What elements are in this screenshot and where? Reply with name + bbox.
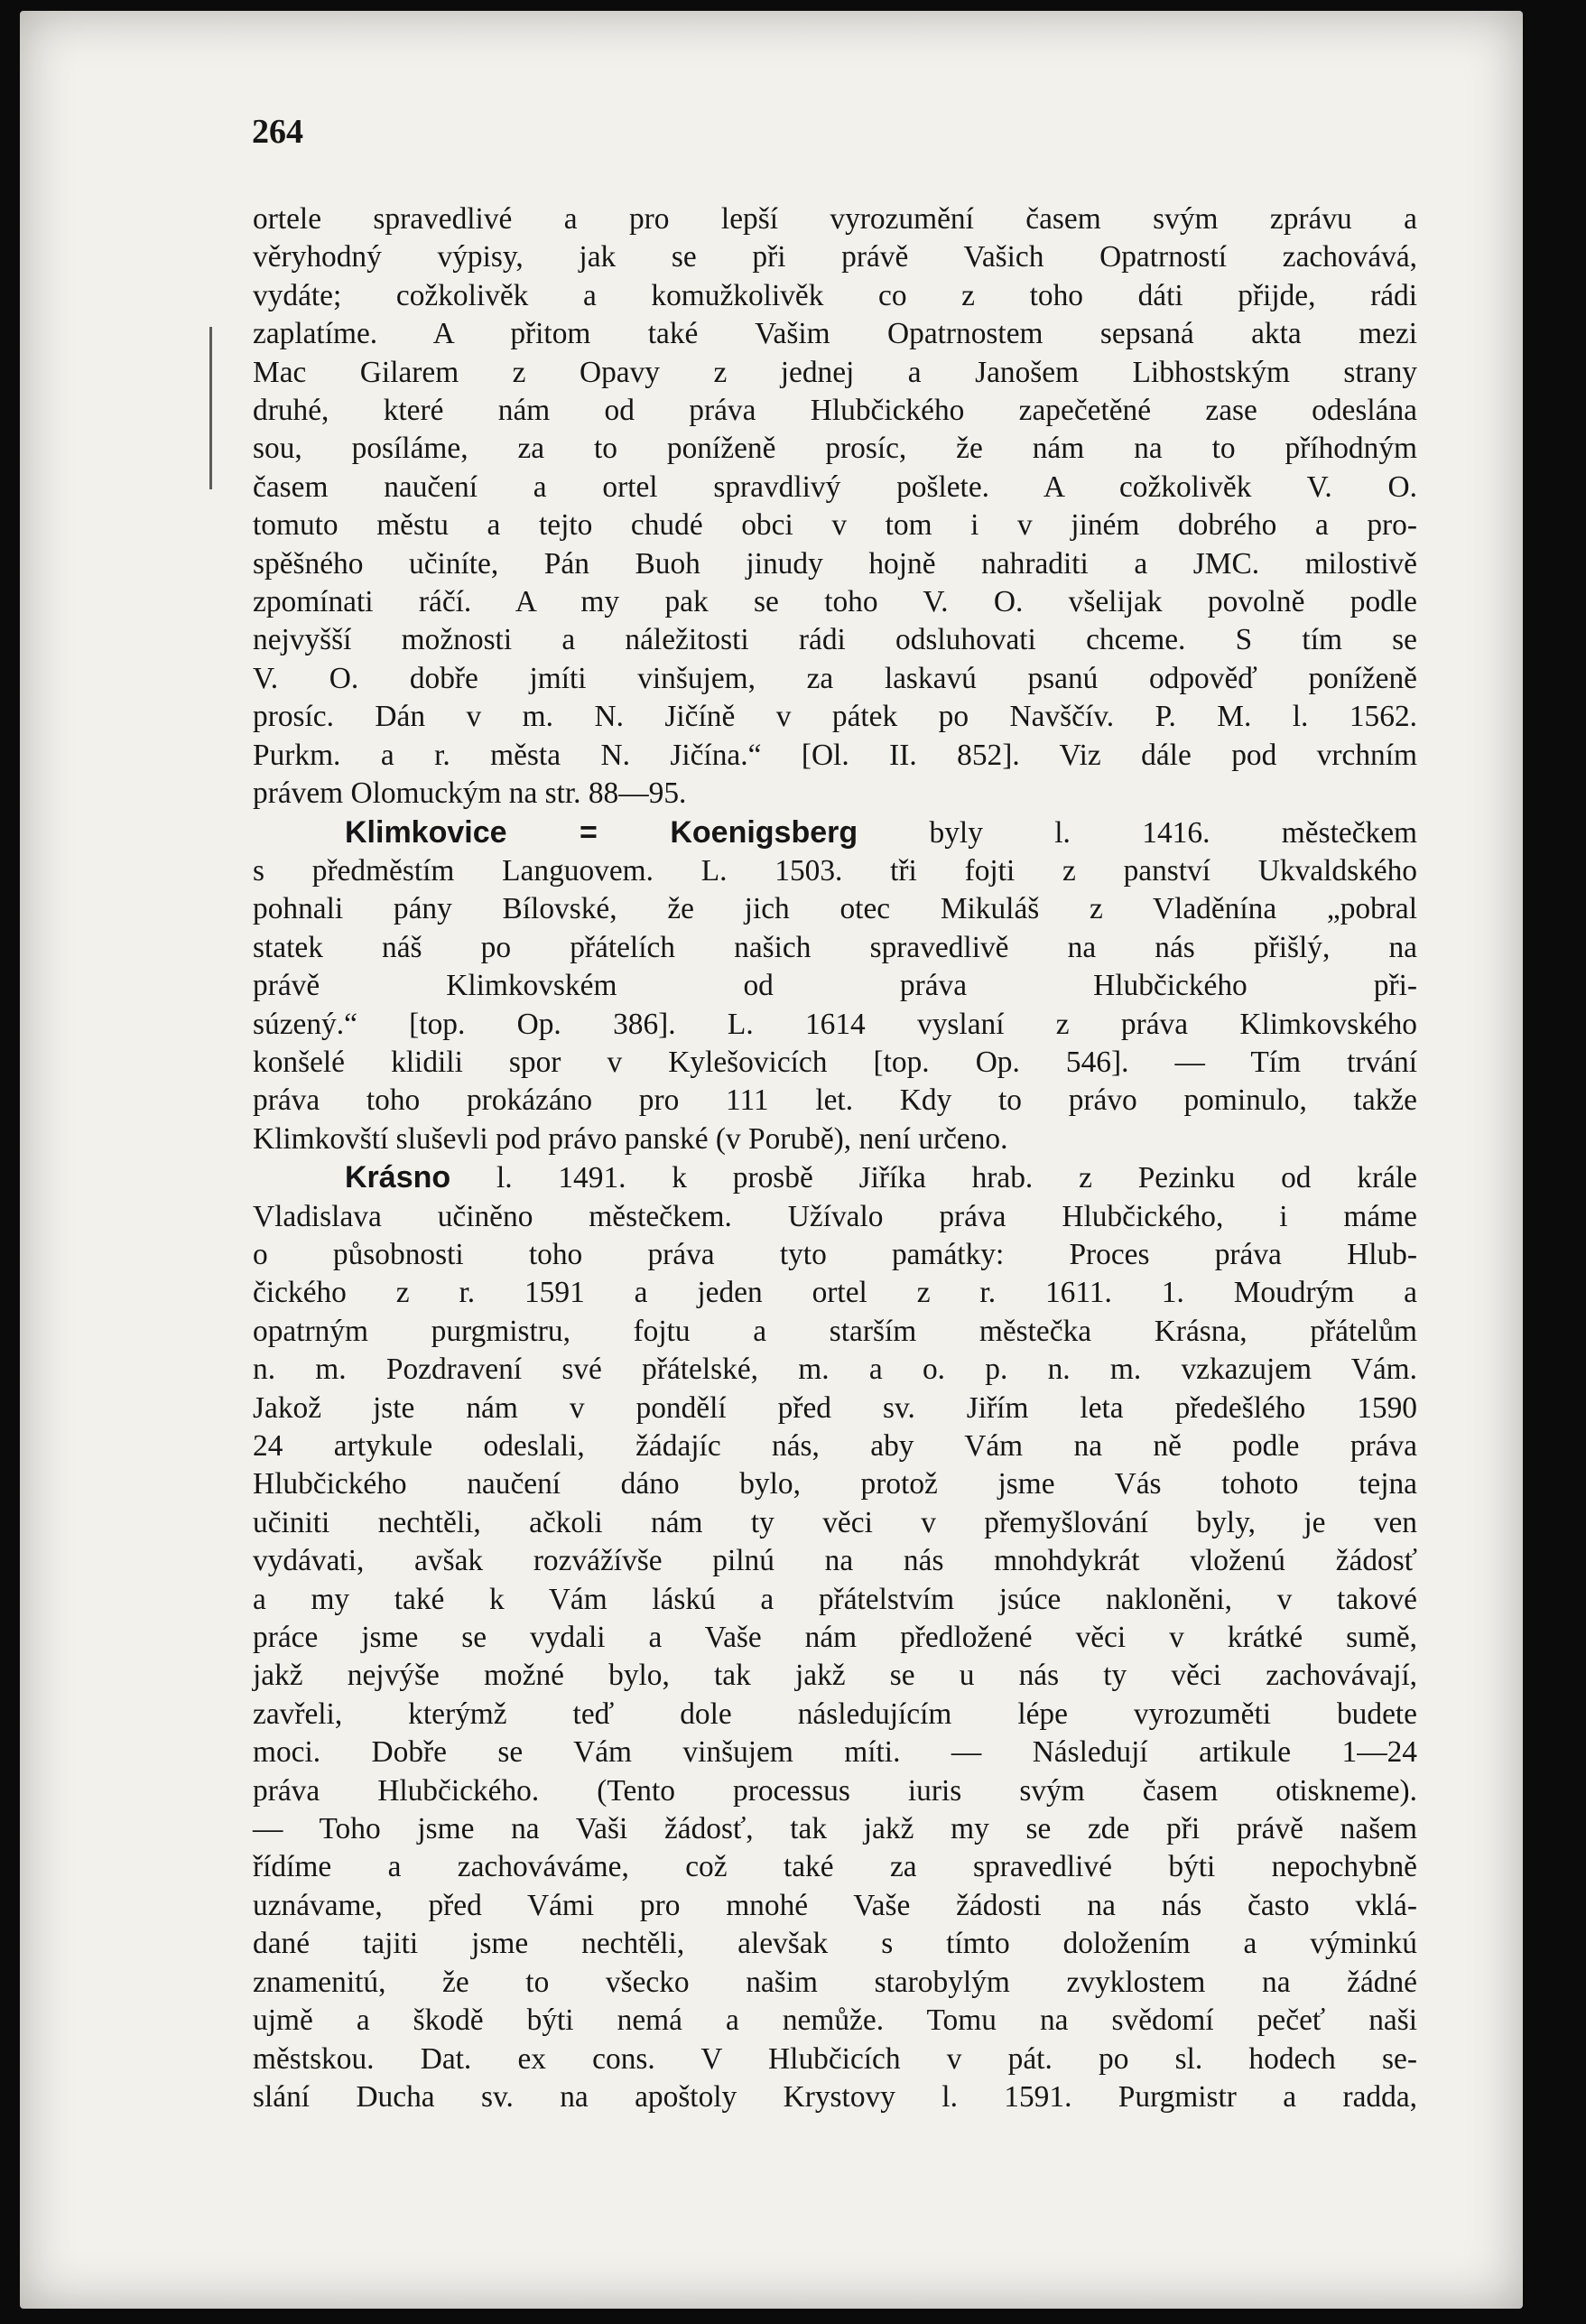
text-line: ujmě a škodě býti nemá a nemůže. Tomu na svědomí pečeť naši [253,2003,1417,2038]
text-line: Mac Gilarem z Opavy z jednej a Janošem Libhostským strany [253,355,1417,389]
text-line: tomuto městu a tejto chudé obci v tom i v jiném dobrého a pro- [253,508,1417,543]
text-line: vydávati, avšak rozvážívše pilnú na nás mnohdykrát vloženú žádosť [253,1544,1417,1578]
text-line: l. 1491. k prosbě Jiříka hrab. z Pezinku od krále [450,1161,1417,1195]
text-line: uznávame, před Vámi pro mnohé Vaše žádosti na nás často vklá- [253,1888,1417,1922]
text-line: právem Olomuckým na str. 88—95. [253,776,687,811]
text-line: Jakož jste nám v pondělí před sv. Jiřím leta předešlého 1590 [253,1390,1417,1425]
text-line: práva Hlubčického. (Tento processus iuris svým časem otiskneme). [253,1773,1417,1808]
paragraph-krasno [253,1158,1417,2116]
text-line: súzený.“ [top. Op. 386]. L. 1614 vyslaní z práva Klimkovského [253,1007,1417,1041]
text-line: pohnali pány Bílovské, že jich otec Mikuláš z Vladěnína „pobral [253,892,1417,926]
text-line: 24 artykule odeslali, žádajíc nás, aby Vám na ně podle práva [253,1429,1417,1463]
text-line: sou, posíláme, za to poníženě prosíc, že nám na to příhodným [253,432,1417,466]
page-number: 264 [252,113,303,151]
text-line: moci. Dobře se Vám vinšujem míti. — Následují artikule 1—24 [253,1735,1417,1770]
text-line: opatrným purgmistru, fojtu a starším městečka Krásna, přátelům [253,1314,1417,1348]
text-line: prosíc. Dán v m. N. Jičíně v pátek po Navščív. P. M. l. 1562. [253,700,1417,734]
text-line: znamenitú, že to všecko našim starobylým zvyklostem na žádné [253,1965,1417,1999]
text-line: Hlubčického naučení dáno bylo, protož jsme Vás tohoto tejna [253,1467,1417,1501]
text-line: zpomínati ráčí. A my pak se toho V. O. všelijak povolně podle [253,585,1417,619]
entry-heading-klimkovice: Klimkovice = Koenigsberg [345,814,858,850]
text-line-with-heading [253,1158,1417,1197]
text-line: byly l. 1416. městečkem [858,815,1417,850]
text-line: čického z r. 1591 a jeden ortel z r. 1611. 1. Moudrým a [253,1276,1417,1310]
text-line: — Toho jsme na Vaši žádosť, tak jakž my se zde při právě našem [253,1812,1417,1846]
text-line: spěšného učiníte, Pán Buoh jinudy hojně nahraditi a JMC. milostivě [253,546,1417,581]
paragraph-klimkovice [253,813,1417,1159]
text-line: práva toho prokázáno pro 111 let. Kdy to právo pominulo, takže [253,1083,1417,1118]
text-line: slání Ducha sv. na apoštoly Krystovy l. 1591. Purgmistr a radda, [253,2079,1417,2114]
text-line: městskou. Dat. ex cons. V Hlubčicích v pát. po sl. hodech se- [253,2041,1417,2076]
text-line: dané tajiti jsme nechtěli, alevšak s tímto doložením a výminkú [253,1927,1417,1961]
text-line: právě Klimkovském od práva Hlubčického při- [253,969,1417,1003]
text-line: Klimkovští sluševli pod právo panské (v Porubě), není určeno. [253,1121,1008,1156]
text-line: časem naučení a ortel spravdlivý pošlete. A cožkolivěk V. O. [253,469,1417,504]
text-line: řídíme a zachováváme, což také za spravedlivé býti nepochybně [253,1850,1417,1884]
entry-heading-krasno: Krásno [345,1160,451,1195]
text-line-with-heading [253,813,1417,852]
text-line: V. O. dobře jmíti vinšujem, za laskavú psanú odpověď poníženě [253,661,1417,695]
book-page [20,11,1523,2309]
text-line: nejvyšší možnosti a náležitosti rádi odsluhovati chceme. S tím se [253,623,1417,657]
text-line: Vladislava učiněno městečkem. Užívalo práva Hlubčického, i máme [253,1199,1417,1233]
text-line: statek náš po přátelích našich spravedlivě na nás přišlý, na [253,930,1417,964]
text-line: a my také k Vám láskú a přátelstvím jsúce nakloněni, v takové [253,1582,1417,1616]
margin-pencil-mark [209,327,248,489]
text-line: s předměstím Languovem. L. 1503. tři fojti z panství Ukvaldského [253,853,1417,888]
paragraph-ortele [253,200,1417,813]
text-line: konšelé klidili spor v Kylešovicích [top. Op. 546]. — Tím trvání [253,1045,1417,1079]
text-line: práce jsme se vydali a Vaše nám předložené věci v krátké sumě, [253,1621,1417,1655]
text-line: věryhodný výpisy, jak se při právě Vašich Opatrností zachovává, [253,240,1417,274]
text-line: jakž nejvýše možné bylo, tak jakž se u nás ty věci zachovávají, [253,1659,1417,1693]
text-line: o působnosti toho práva tyto památky: Proces práva Hlub- [253,1237,1417,1271]
text-line: n. m. Pozdravení své přátelské, m. a o. p. n. m. vzkazujem Vám. [253,1353,1417,1387]
text-line: ortele spravedlivé a pro lepší vyrozumění časem svým zprávu a [253,202,1417,236]
text-line: druhé, které nám od práva Hlubčického zapečetěné zase odeslána [253,394,1417,428]
text-line: učiniti nechtěli, ačkoli nám ty věci v přemyšlování byly, je ven [253,1505,1417,1539]
text-line: vydáte; cožkolivěk a komužkolivěk co z toho dáti přijde, rádi [253,278,1417,312]
text-line: Purkm. a r. města N. Jičína.“ [Ol. II. 852]. Viz dále pod vrchním [253,738,1417,772]
text-line: zaplatíme. A přitom také Vašim Opatrnostem sepsaná akta mezi [253,317,1417,351]
body-text [253,200,1417,2116]
scan-border [1523,0,1586,2324]
text-line: zavřeli, kterýmž teď dole následujícím lépe vyrozuměti budete [253,1697,1417,1731]
